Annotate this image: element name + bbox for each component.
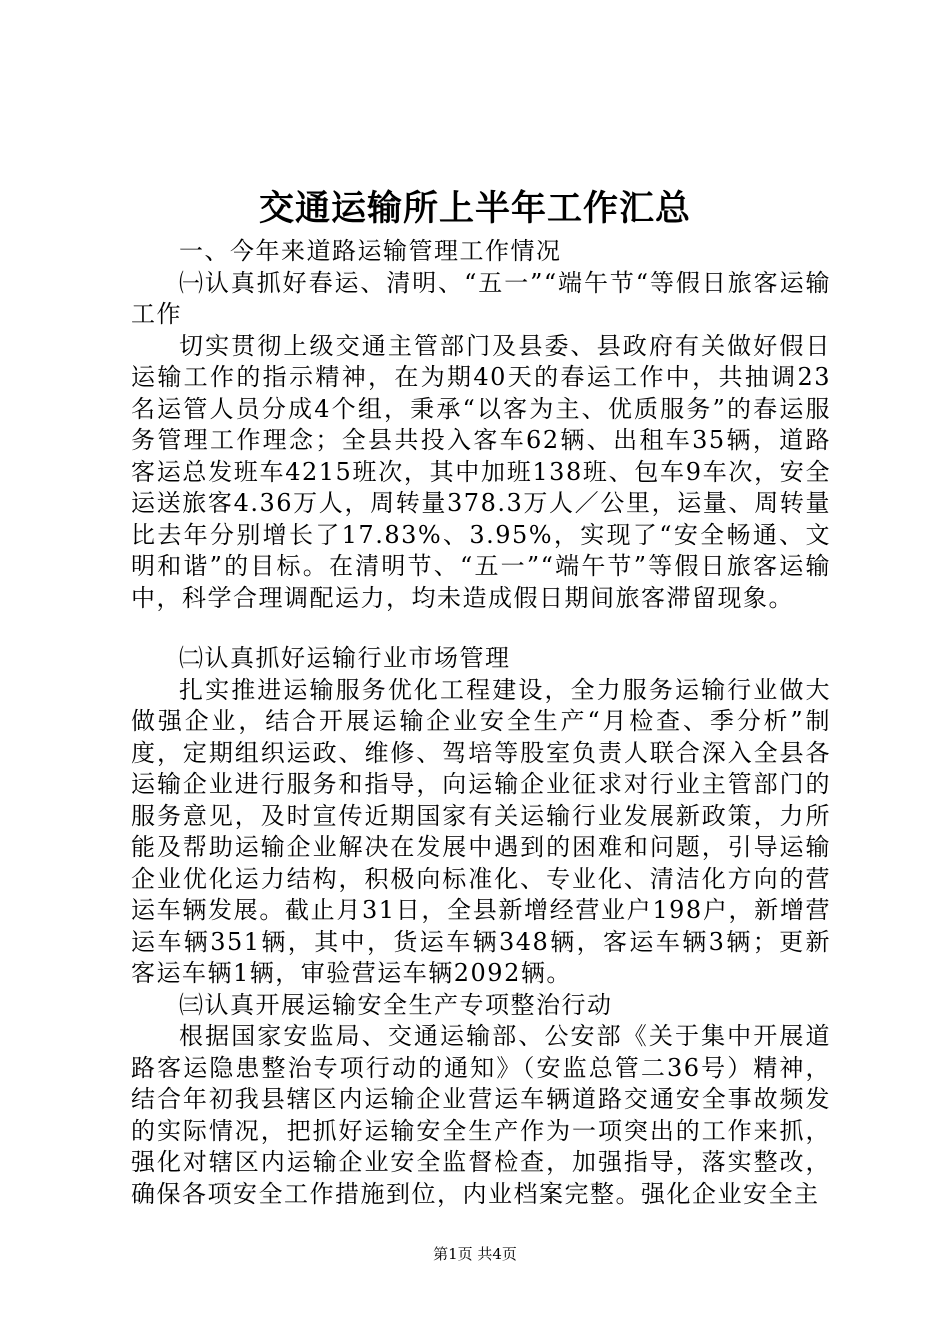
section-heading-1: 一、今年来道路运输管理工作情况: [179, 237, 562, 265]
paragraph-safety-rectification: 根据国家安监局、交通运输部、公安部《关于集中开展道路客运隐患整治专项行动的通知》（安监总管二36号）精神，结合年初我县辖区内运输企业营运车辆道路交通安全事故频发的实际情况，把抓好运输安全生产作为一项突出的工作来抓，强化对辖区内运输企业安全监督检查，加强指导，落实整改，确保各项安全工作措施到位，内业档案完整。强化企业安全主: [131, 1022, 831, 1208]
paragraph-market-management: 扎实推进运输服务优化工程建设，全力服务运输行业做大做强企业，结合开展运输企业安全生产“月检查、季分析”制度，定期组织运政、维修、驾培等股室负责人联合深入全县各运输企业进行服务和指导，向运输企业征求对行业主管部门的服务意见，及时宣传近期国家有关运输行业发展新政策，力所能及帮助运输企业解决在发展中遇到的困难和问题，引导运输企业优化运力结构，积极向标准化、专业化、清洁化方向的营运车辆发展。截止月31日，全县新增经营业户198户，新增营运车辆351辆，其中，货运车辆348辆，客运车辆3辆；更新客运车辆1辆，审验营运车辆2092辆。: [131, 675, 831, 987]
document-title: 交通运输所上半年工作汇总: [258, 188, 691, 229]
subsection-heading-3: ㈢认真开展运输安全生产专项整治行动: [179, 990, 613, 1019]
paragraph-spring-festival: 切实贯彻上级交通主管部门及县委、县政府有关做好假日运输工作的指示精神，在为期40天的春运工作中，共抽调23名运管人员分成4个组，秉承“以客为主、优质服务”的春运服务管理工作理念；全县共投入客车62辆、出租车35辆，道路客运总发班车4215班次，其中加班138班、包车9车次，安全运送旅客4.36万人，周转量378.3万人／公里，运量、周转量比去年分别增长了17.83%、3.95%，实现了“安全畅通、文明和谐”的目标。在清明节、“五一”“端午节”等假日旅客运输中，科学合理调配运力，均未造成假日期间旅客滞留现象。: [131, 331, 831, 612]
subsection-heading-1: ㈠认真抓好春运、清明、“五一”“端午节“等假日旅客运输工作: [131, 268, 831, 328]
document-body: [131, 236, 831, 1210]
page-footer: 第1页 共4页: [433, 1245, 517, 1263]
subsection-heading-2: ㈡认真抓好运输行业市场管理: [179, 644, 511, 672]
